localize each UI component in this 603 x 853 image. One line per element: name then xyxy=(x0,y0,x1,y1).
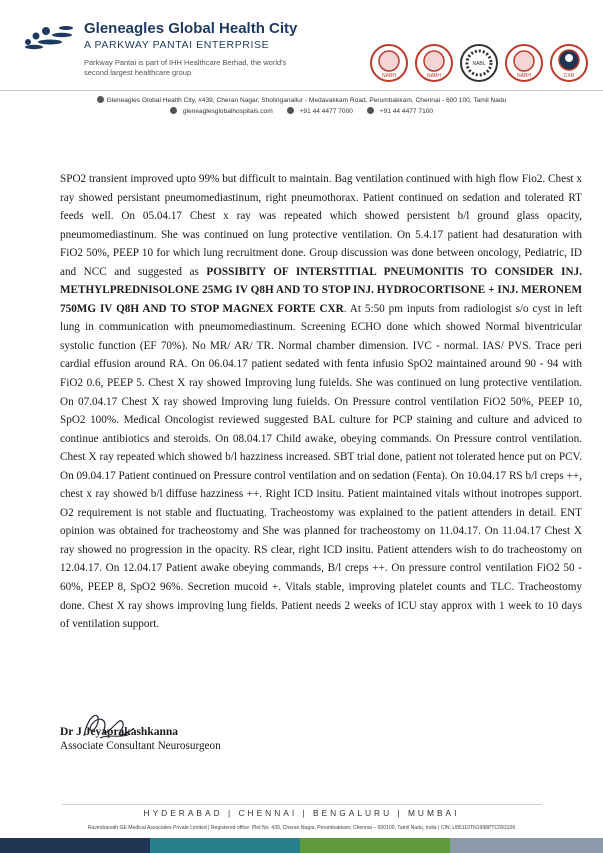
notes-paragraph-part-1: SPO2 transient improved upto 99% but difficult to maintain. Bag ventilation continued with high flow Fio2. Chest x ray showed persistant pneumomediastinum, right pneumothorax. Patient continued on sedation and tolerated RT feeds well. On 05.04.17 Chest x ray was repeated which showed persistent b/l ground glass opacity, pneumomediastinum. She was continued on lung protective ventilation. On 5.4.17 patient had desaturation with FiO2 50%, PEEP 10 for which lung recruitment done. Group discussion was done between oncology, Pediatric, ID and NCC and suggested as xyxy=(60,173,582,278)
web-icon xyxy=(170,107,177,114)
header-divider xyxy=(0,90,603,91)
letterhead xyxy=(0,0,603,122)
fax-text: +91 44 4477 7100 xyxy=(379,108,434,115)
accreditation-badge-icon xyxy=(415,44,453,82)
footer-bar-segment xyxy=(150,838,300,853)
phone-icon xyxy=(287,107,294,114)
badge-label: NABH xyxy=(517,73,531,79)
footer-bar-segment xyxy=(0,838,150,853)
notes-bold-recommendation: POSSIBITY OF INTERSTITIAL PNEUMONITIS TO CONSIDER INJ. METHYLPREDNISOLONE 25MG IV Q8H AND TO STOP INJ. HYDROCORTISONE + INJ. MERONEM 750MG IV Q8H AND TO STOP MAGNEX FORTE CXR xyxy=(60,265,582,315)
hospital-address xyxy=(0,96,603,104)
footer-bar-segment xyxy=(450,838,603,853)
address-text: Gleneagles Global Health City, #439, Cheran Nagar, Sholinganallur - Medavakkam Road, Perumbakkam, Chennai - 600 100, Tamil Nadu xyxy=(106,97,507,104)
hospital-contact xyxy=(0,107,603,115)
accreditation-badges xyxy=(370,44,590,84)
footer-bar-segment xyxy=(300,838,450,853)
accreditation-badge-icon xyxy=(550,44,588,82)
footer-divider xyxy=(62,804,542,805)
notes-paragraph-part-2: . At 5:50 pm inputs from radiologist s/o cyst in left lung in communication with pneumomediastinum. Screening ECHO done which showed Normal biventricular systolic function (EF 70%). No MR/ AR/ TR. Normal chamber dimension. IVC - normal. IAS/ PVS. Trace peri cardial effusion around RA. On 06.04.17 patient sedated with fenta infusio SpO2 maintained around 90 - 94 with FiO2 0.6, PEEP 5. Chest X ray showed Improving lung fuields. She was continued on lung protective ventilation. On 07.04.17 Chest X ray showed Improving lung fuields. On Pressure control ventilation FiO2 50%, PEEP 10, SpO2 100%. Medical Oncologist reviewed suggested BAL culture for PCP staining and culture and adviced to continue antibiotics and steroids. On 08.04.17 Child awake, obeying commands. On Pressure control ventilation. Chest X ray repeated which showed b/l hazziness increased. SBT trial done, patient not tolerated hence put on PCV. On 09.04.17 Patient continued on Pressure control ventilation and on sedation (Fenta). On 10.04.17 RS b/l creps ++, chest x ray showed b/l diffuse hazziness ++. Right ICD insitu. Patient maintained vitals without inotropes support. O2 requirement is not stable and fluctuating. Tracheostomy was explained to the patient attenders in detail. ENT opinion was obtained for tracheostomy and She was planned for tracheostomy on 11.04.17. On 11.04.17 Chest X ray showed no progression in the opacity. RS clear, right ICD insitu. Patient attenders wish to do tracheostomy on 12.04.17. On 12.04.17 Patient awake obeying commands, B/l creps ++. On pressure control ventilation FiO2 50 - 60%, PEEP 8, SpO2 96%. Secretion mucoid +. Vitals stable, improving platelet counts and TLC. Tracheostomy done. Chest X ray shows improving lung fields. Patient needs 2 weeks of ICU stay approx with 1 week to 10 days of ventilation support. xyxy=(60,302,582,631)
badge-label: CXR xyxy=(563,73,575,79)
badge-label: NABH xyxy=(427,73,441,79)
brand-note: Parkway Pantai is part of IHH Healthcare Berhad, the world's second largest healthcare group xyxy=(84,58,287,77)
footer-registration: Ravindranath GE Medical Associates Private Limited | Registered office: Plot No. 439, Cheran Nagar, Perumbakkam, Chennai – 600100, Tamil Nadu, India | CIN: U85110TN1998PTC093106 xyxy=(87,825,516,831)
fax-icon xyxy=(367,107,374,114)
brand-logo-icon xyxy=(20,22,76,52)
accreditation-badge-icon xyxy=(505,44,543,82)
phone-text: +91 44 4477 7000 xyxy=(299,108,353,115)
footer-cities: HYDERABAD | CHENNAI | BENGALURU | MUMBAI xyxy=(143,808,460,818)
accreditation-badge-icon xyxy=(460,44,498,82)
signatory-title: Associate Consultant Neurosurgeon xyxy=(60,740,221,752)
email-text: gleneaglesglobalhospitals.com xyxy=(182,108,273,115)
brand-subtitle: A PARKWAY PANTAI ENTERPRISE xyxy=(84,39,270,51)
brand-name: Gleneagles Global Health City xyxy=(84,20,298,37)
location-icon xyxy=(97,96,104,103)
accreditation-badge-icon xyxy=(370,44,408,82)
clinical-notes xyxy=(60,170,582,634)
badge-label: NABH xyxy=(382,73,396,79)
signatory-name: Dr J Jeyaprakashkanna xyxy=(60,726,179,738)
badge-label: NABL xyxy=(472,61,486,67)
footer-color-bar xyxy=(0,838,603,853)
